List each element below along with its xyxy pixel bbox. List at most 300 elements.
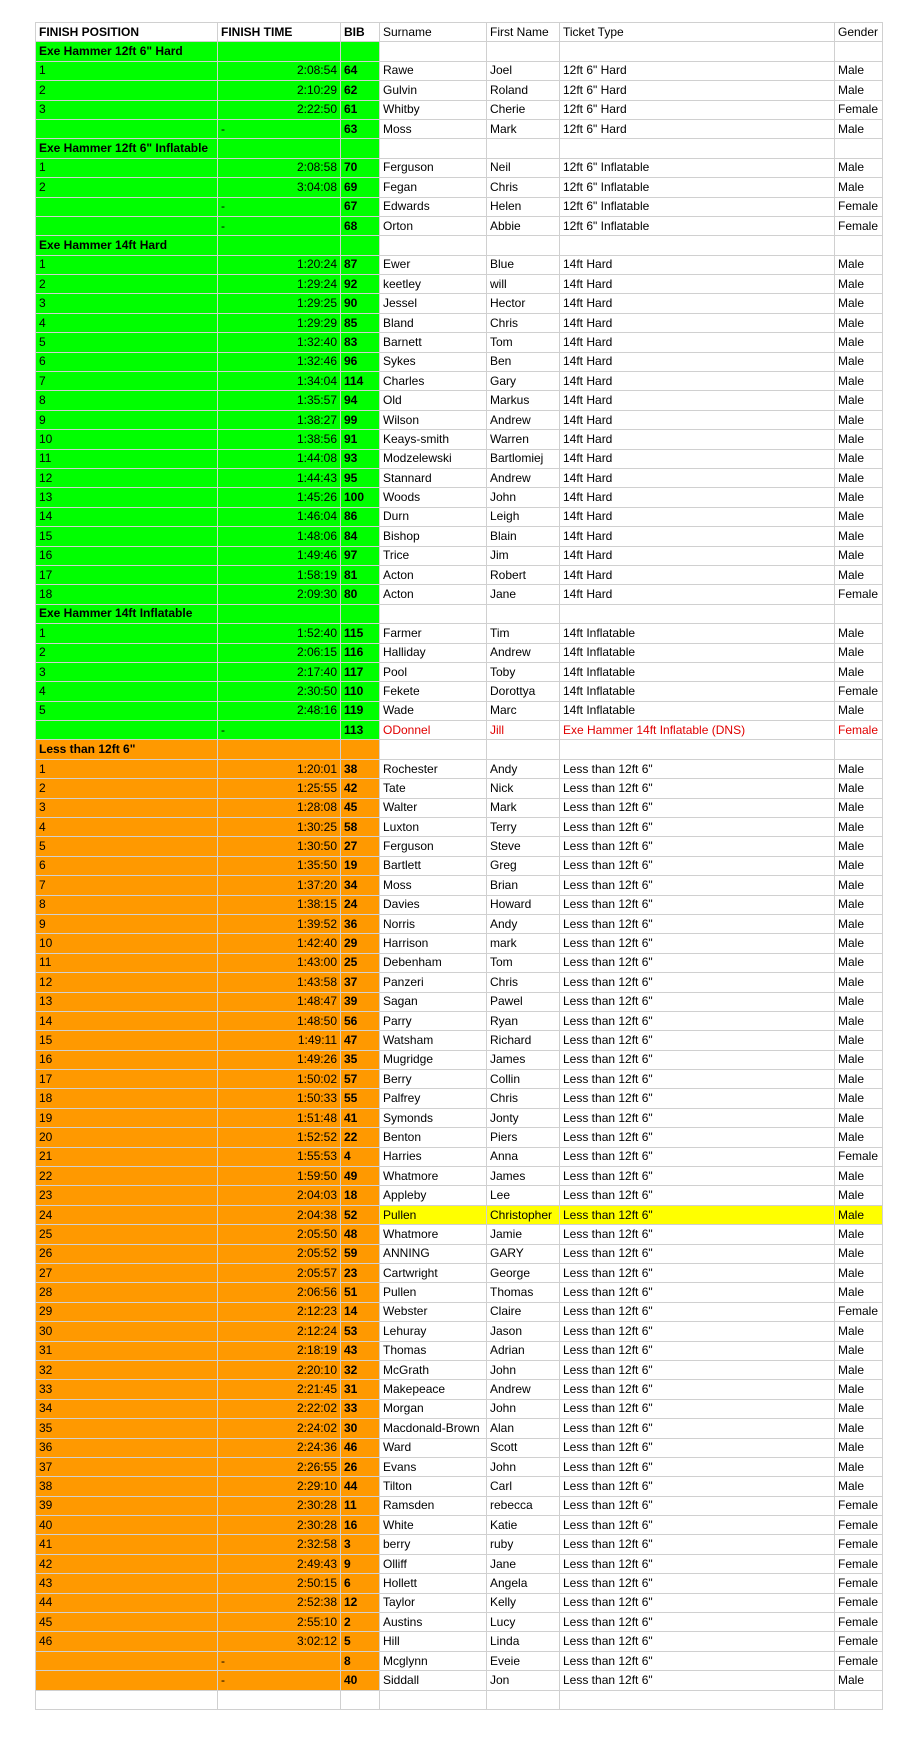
cell-ticket-type[interactable] [560, 139, 835, 158]
cell-finish-time[interactable]: 1:49:11 [218, 1031, 341, 1050]
cell-bib[interactable]: 51 [341, 1283, 380, 1302]
cell-first-name[interactable]: Jason [487, 1322, 560, 1341]
cell-finish-position[interactable]: 18 [36, 585, 218, 604]
cell-finish-time[interactable]: 1:39:52 [218, 914, 341, 933]
cell-surname[interactable]: Modzelewski [380, 449, 487, 468]
cell-finish-time[interactable]: 2:05:57 [218, 1264, 341, 1283]
cell-finish-position[interactable]: 16 [36, 546, 218, 565]
cell-bib[interactable]: 48 [341, 1225, 380, 1244]
cell-gender[interactable]: Male [835, 934, 883, 953]
cell-surname[interactable]: Morgan [380, 1399, 487, 1418]
cell-ticket-type[interactable]: 12ft 6" Inflatable [560, 178, 835, 197]
cell-first-name[interactable]: Terry [487, 818, 560, 837]
cell-bib[interactable]: 115 [341, 624, 380, 643]
cell-gender[interactable]: Male [835, 1167, 883, 1186]
cell-ticket-type[interactable]: 14ft Hard [560, 333, 835, 352]
cell-bib[interactable]: 27 [341, 837, 380, 856]
cell-finish-position[interactable]: 8 [36, 391, 218, 410]
cell-ticket-type[interactable]: Less than 12ft 6" [560, 1574, 835, 1593]
cell-ticket-type[interactable]: Less than 12ft 6" [560, 1011, 835, 1030]
cell-gender[interactable]: Male [835, 449, 883, 468]
cell-first-name[interactable]: Gary [487, 372, 560, 391]
cell-ticket-type[interactable]: 12ft 6" Hard [560, 100, 835, 119]
cell-surname[interactable]: Harries [380, 1147, 487, 1166]
cell-surname[interactable]: Keays-smith [380, 430, 487, 449]
cell-surname[interactable]: Palfrey [380, 1089, 487, 1108]
cell-gender[interactable]: Male [835, 662, 883, 681]
cell-bib[interactable]: 14 [341, 1302, 380, 1321]
cell-surname[interactable]: McGrath [380, 1360, 487, 1379]
cell-bib[interactable]: 91 [341, 430, 380, 449]
cell-first-name[interactable]: Chris [487, 313, 560, 332]
cell-finish-time[interactable]: 1:29:25 [218, 294, 341, 313]
cell-finish-position[interactable]: 3 [36, 798, 218, 817]
cell-gender[interactable]: Male [835, 1322, 883, 1341]
cell-finish-position[interactable]: Less than 12ft 6" [36, 740, 218, 759]
cell-first-name[interactable]: Steve [487, 837, 560, 856]
cell-surname[interactable] [380, 139, 487, 158]
cell-first-name[interactable]: Howard [487, 895, 560, 914]
cell-surname[interactable]: Fekete [380, 682, 487, 701]
cell-finish-time[interactable]: 2:22:02 [218, 1399, 341, 1418]
cell-first-name[interactable]: Ryan [487, 1011, 560, 1030]
cell-finish-position[interactable]: 32 [36, 1360, 218, 1379]
cell-ticket-type[interactable]: 14ft Hard [560, 352, 835, 371]
cell-finish-position[interactable]: 37 [36, 1457, 218, 1476]
cell-bib[interactable] [341, 604, 380, 623]
cell-bib[interactable]: 35 [341, 1050, 380, 1069]
cell-first-name[interactable]: Jane [487, 585, 560, 604]
cell-ticket-type[interactable]: 12ft 6" Hard [560, 119, 835, 138]
cell-finish-time[interactable]: - [218, 197, 341, 216]
cell-first-name[interactable]: Claire [487, 1302, 560, 1321]
cell-surname[interactable]: Sagan [380, 992, 487, 1011]
cell-finish-position[interactable]: 15 [36, 1031, 218, 1050]
cell-finish-time[interactable]: 1:52:40 [218, 624, 341, 643]
cell-surname[interactable]: Ferguson [380, 837, 487, 856]
cell-bib[interactable]: 97 [341, 546, 380, 565]
cell-first-name[interactable]: Toby [487, 662, 560, 681]
cell-ticket-type[interactable]: Less than 12ft 6" [560, 1380, 835, 1399]
header-finish-time[interactable]: FINISH TIME [218, 23, 341, 42]
cell-first-name[interactable]: Greg [487, 856, 560, 875]
cell-first-name[interactable]: Andrew [487, 1380, 560, 1399]
cell-finish-time[interactable]: 1:44:43 [218, 468, 341, 487]
cell-gender[interactable]: Male [835, 430, 883, 449]
cell-surname[interactable]: Gulvin [380, 81, 487, 100]
cell-gender[interactable]: Male [835, 1399, 883, 1418]
cell-first-name[interactable]: Cherie [487, 100, 560, 119]
cell-gender[interactable]: Male [835, 837, 883, 856]
cell-gender[interactable]: Female [835, 1516, 883, 1535]
cell-first-name[interactable]: Bartlomiej [487, 449, 560, 468]
cell-bib[interactable]: 93 [341, 449, 380, 468]
cell-ticket-type[interactable]: 12ft 6" Inflatable [560, 216, 835, 235]
cell-ticket-type[interactable]: 14ft Hard [560, 585, 835, 604]
cell-first-name[interactable]: Carl [487, 1477, 560, 1496]
cell-gender[interactable]: Male [835, 1457, 883, 1476]
cell-finish-position[interactable]: 39 [36, 1496, 218, 1515]
cell-first-name[interactable]: Lucy [487, 1613, 560, 1632]
cell-finish-position[interactable]: 1 [36, 759, 218, 778]
cell-ticket-type[interactable]: Less than 12ft 6" [560, 1516, 835, 1535]
cell-surname[interactable]: Davies [380, 895, 487, 914]
cell-gender[interactable]: Male [835, 759, 883, 778]
cell-surname[interactable]: Moss [380, 119, 487, 138]
cell-surname[interactable]: Ramsden [380, 1496, 487, 1515]
cell-ticket-type[interactable]: 12ft 6" Hard [560, 61, 835, 80]
cell-finish-time[interactable] [218, 236, 341, 255]
cell-first-name[interactable]: Eveie [487, 1651, 560, 1670]
header-bib[interactable]: BIB [341, 23, 380, 42]
cell-gender[interactable]: Female [835, 1302, 883, 1321]
cell-surname[interactable]: berry [380, 1535, 487, 1554]
cell-ticket-type[interactable]: Less than 12ft 6" [560, 759, 835, 778]
cell-finish-position[interactable]: 21 [36, 1147, 218, 1166]
cell-first-name[interactable]: Nick [487, 779, 560, 798]
cell-ticket-type[interactable]: Less than 12ft 6" [560, 1128, 835, 1147]
cell-surname[interactable]: Symonds [380, 1108, 487, 1127]
cell-finish-time[interactable]: 2:24:02 [218, 1419, 341, 1438]
cell-ticket-type[interactable] [560, 236, 835, 255]
cell-bib[interactable]: 69 [341, 178, 380, 197]
cell-finish-position[interactable]: Exe Hammer 12ft 6" Hard [36, 42, 218, 61]
cell-bib[interactable]: 90 [341, 294, 380, 313]
cell-finish-position[interactable]: 3 [36, 294, 218, 313]
cell-finish-position[interactable]: Exe Hammer 14ft Hard [36, 236, 218, 255]
cell-ticket-type[interactable]: 14ft Hard [560, 294, 835, 313]
cell-gender[interactable]: Male [835, 914, 883, 933]
cell-first-name[interactable]: Chris [487, 1089, 560, 1108]
cell-bib[interactable]: 3 [341, 1535, 380, 1554]
cell-ticket-type[interactable]: Less than 12ft 6" [560, 837, 835, 856]
cell-gender[interactable]: Male [835, 624, 883, 643]
cell-surname[interactable]: Olliff [380, 1554, 487, 1573]
cell-ticket-type[interactable]: Less than 12ft 6" [560, 779, 835, 798]
cell-gender[interactable]: Female [835, 721, 883, 740]
cell-bib[interactable] [341, 1690, 380, 1709]
cell-finish-time[interactable] [218, 42, 341, 61]
cell-finish-position[interactable]: 42 [36, 1554, 218, 1573]
cell-ticket-type[interactable]: 12ft 6" Inflatable [560, 197, 835, 216]
cell-finish-time[interactable]: 3:02:12 [218, 1632, 341, 1651]
cell-surname[interactable]: Tate [380, 779, 487, 798]
cell-gender[interactable]: Male [835, 565, 883, 584]
cell-first-name[interactable]: Jill [487, 721, 560, 740]
cell-first-name[interactable]: Mark [487, 798, 560, 817]
cell-bib[interactable]: 64 [341, 61, 380, 80]
cell-bib[interactable]: 22 [341, 1128, 380, 1147]
cell-first-name[interactable]: Jamie [487, 1225, 560, 1244]
cell-ticket-type[interactable]: Exe Hammer 14ft Inflatable (DNS) [560, 721, 835, 740]
cell-finish-position[interactable]: 30 [36, 1322, 218, 1341]
cell-gender[interactable]: Female [835, 1496, 883, 1515]
cell-surname[interactable]: Edwards [380, 197, 487, 216]
cell-surname[interactable]: Evans [380, 1457, 487, 1476]
cell-finish-position[interactable]: 4 [36, 313, 218, 332]
cell-finish-position[interactable]: 28 [36, 1283, 218, 1302]
cell-finish-time[interactable]: 2:30:28 [218, 1496, 341, 1515]
cell-bib[interactable]: 95 [341, 468, 380, 487]
cell-finish-position[interactable] [36, 216, 218, 235]
cell-surname[interactable]: Parry [380, 1011, 487, 1030]
cell-ticket-type[interactable] [560, 740, 835, 759]
cell-bib[interactable]: 34 [341, 876, 380, 895]
cell-gender[interactable]: Male [835, 856, 883, 875]
cell-ticket-type[interactable]: Less than 12ft 6" [560, 1399, 835, 1418]
cell-finish-time[interactable]: 1:44:08 [218, 449, 341, 468]
cell-bib[interactable]: 53 [341, 1322, 380, 1341]
cell-ticket-type[interactable]: Less than 12ft 6" [560, 1535, 835, 1554]
cell-ticket-type[interactable]: Less than 12ft 6" [560, 1671, 835, 1690]
cell-surname[interactable]: Hill [380, 1632, 487, 1651]
cell-first-name[interactable]: Piers [487, 1128, 560, 1147]
cell-ticket-type[interactable]: Less than 12ft 6" [560, 1070, 835, 1089]
cell-gender[interactable]: Male [835, 255, 883, 274]
cell-finish-time[interactable]: 3:04:08 [218, 178, 341, 197]
cell-finish-position[interactable]: 40 [36, 1516, 218, 1535]
cell-finish-time[interactable]: 1:35:57 [218, 391, 341, 410]
cell-ticket-type[interactable]: Less than 12ft 6" [560, 1419, 835, 1438]
cell-finish-position[interactable]: 5 [36, 333, 218, 352]
cell-bib[interactable]: 63 [341, 119, 380, 138]
cell-surname[interactable] [380, 42, 487, 61]
cell-ticket-type[interactable]: 14ft Inflatable [560, 643, 835, 662]
cell-gender[interactable]: Female [835, 1554, 883, 1573]
cell-first-name[interactable]: Tom [487, 953, 560, 972]
cell-bib[interactable]: 47 [341, 1031, 380, 1050]
cell-finish-position[interactable]: 10 [36, 934, 218, 953]
cell-gender[interactable]: Male [835, 992, 883, 1011]
cell-surname[interactable]: Ewer [380, 255, 487, 274]
cell-finish-position[interactable]: 23 [36, 1186, 218, 1205]
cell-bib[interactable]: 83 [341, 333, 380, 352]
cell-bib[interactable] [341, 42, 380, 61]
cell-surname[interactable] [380, 1690, 487, 1709]
cell-first-name[interactable]: Lee [487, 1186, 560, 1205]
cell-ticket-type[interactable]: 14ft Hard [560, 410, 835, 429]
cell-ticket-type[interactable]: 14ft Hard [560, 468, 835, 487]
cell-ticket-type[interactable]: Less than 12ft 6" [560, 1283, 835, 1302]
cell-finish-time[interactable]: - [218, 216, 341, 235]
cell-finish-time[interactable]: 2:30:28 [218, 1516, 341, 1535]
cell-gender[interactable]: Male [835, 313, 883, 332]
cell-surname[interactable]: Pool [380, 662, 487, 681]
cell-first-name[interactable]: mark [487, 934, 560, 953]
cell-finish-position[interactable]: 3 [36, 662, 218, 681]
cell-ticket-type[interactable]: Less than 12ft 6" [560, 1360, 835, 1379]
cell-gender[interactable]: Male [835, 1031, 883, 1050]
header-first-name[interactable]: First Name [487, 23, 560, 42]
cell-bib[interactable]: 8 [341, 1651, 380, 1670]
cell-first-name[interactable]: Alan [487, 1419, 560, 1438]
cell-bib[interactable]: 9 [341, 1554, 380, 1573]
cell-surname[interactable]: Taylor [380, 1593, 487, 1612]
cell-ticket-type[interactable]: 14ft Inflatable [560, 682, 835, 701]
cell-ticket-type[interactable]: 14ft Inflatable [560, 662, 835, 681]
cell-finish-time[interactable]: 1:50:33 [218, 1089, 341, 1108]
cell-finish-time[interactable]: 1:46:04 [218, 507, 341, 526]
cell-first-name[interactable]: Blain [487, 527, 560, 546]
cell-ticket-type[interactable]: 14ft Hard [560, 275, 835, 294]
cell-first-name[interactable]: Linda [487, 1632, 560, 1651]
cell-gender[interactable]: Male [835, 643, 883, 662]
cell-surname[interactable]: Mcglynn [380, 1651, 487, 1670]
cell-bib[interactable]: 86 [341, 507, 380, 526]
cell-finish-time[interactable]: 2:20:10 [218, 1360, 341, 1379]
cell-ticket-type[interactable]: Less than 12ft 6" [560, 856, 835, 875]
cell-finish-position[interactable]: 19 [36, 1108, 218, 1127]
cell-finish-time[interactable]: 2:08:54 [218, 61, 341, 80]
cell-finish-time[interactable]: 1:28:08 [218, 798, 341, 817]
cell-gender[interactable]: Male [835, 410, 883, 429]
cell-bib[interactable]: 59 [341, 1244, 380, 1263]
cell-gender[interactable] [835, 604, 883, 623]
cell-finish-position[interactable]: Exe Hammer 14ft Inflatable [36, 604, 218, 623]
cell-surname[interactable]: Durn [380, 507, 487, 526]
cell-bib[interactable]: 38 [341, 759, 380, 778]
cell-surname[interactable]: Bartlett [380, 856, 487, 875]
cell-surname[interactable] [380, 740, 487, 759]
cell-bib[interactable]: 40 [341, 1671, 380, 1690]
cell-bib[interactable]: 44 [341, 1477, 380, 1496]
cell-finish-position[interactable]: 24 [36, 1205, 218, 1224]
cell-finish-time[interactable]: 2:04:38 [218, 1205, 341, 1224]
cell-bib[interactable]: 119 [341, 701, 380, 720]
cell-surname[interactable]: Watsham [380, 1031, 487, 1050]
cell-ticket-type[interactable]: Less than 12ft 6" [560, 1264, 835, 1283]
cell-finish-position[interactable] [36, 721, 218, 740]
cell-gender[interactable]: Female [835, 100, 883, 119]
cell-gender[interactable] [835, 740, 883, 759]
cell-gender[interactable] [835, 42, 883, 61]
cell-first-name[interactable]: Scott [487, 1438, 560, 1457]
cell-finish-time[interactable]: 2:32:58 [218, 1535, 341, 1554]
cell-surname[interactable]: Benton [380, 1128, 487, 1147]
cell-gender[interactable]: Male [835, 953, 883, 972]
cell-bib[interactable] [341, 139, 380, 158]
cell-finish-time[interactable]: 1:43:00 [218, 953, 341, 972]
cell-finish-time[interactable]: 2:10:29 [218, 81, 341, 100]
cell-finish-position[interactable]: 1 [36, 61, 218, 80]
cell-surname[interactable]: Whatmore [380, 1167, 487, 1186]
cell-gender[interactable]: Male [835, 158, 883, 177]
cell-ticket-type[interactable]: 14ft Hard [560, 372, 835, 391]
cell-finish-position[interactable]: 18 [36, 1089, 218, 1108]
cell-bib[interactable]: 85 [341, 313, 380, 332]
cell-gender[interactable]: Male [835, 1128, 883, 1147]
cell-first-name[interactable]: Mark [487, 119, 560, 138]
cell-surname[interactable]: Walter [380, 798, 487, 817]
cell-ticket-type[interactable]: 14ft Hard [560, 527, 835, 546]
cell-finish-time[interactable]: 1:48:06 [218, 527, 341, 546]
cell-surname[interactable]: Halliday [380, 643, 487, 662]
cell-ticket-type[interactable]: 14ft Hard [560, 449, 835, 468]
cell-ticket-type[interactable]: Less than 12ft 6" [560, 1031, 835, 1050]
cell-bib[interactable]: 67 [341, 197, 380, 216]
cell-bib[interactable]: 16 [341, 1516, 380, 1535]
cell-bib[interactable]: 12 [341, 1593, 380, 1612]
cell-first-name[interactable] [487, 236, 560, 255]
cell-finish-time[interactable]: 2:55:10 [218, 1613, 341, 1632]
cell-surname[interactable]: Siddall [380, 1671, 487, 1690]
cell-first-name[interactable]: Jane [487, 1554, 560, 1573]
cell-ticket-type[interactable] [560, 1690, 835, 1709]
cell-surname[interactable]: Jessel [380, 294, 487, 313]
cell-ticket-type[interactable]: 12ft 6" Inflatable [560, 158, 835, 177]
cell-finish-position[interactable]: 5 [36, 701, 218, 720]
cell-gender[interactable]: Female [835, 1535, 883, 1554]
cell-finish-time[interactable]: 1:34:04 [218, 372, 341, 391]
cell-ticket-type[interactable]: Less than 12ft 6" [560, 1225, 835, 1244]
cell-ticket-type[interactable]: Less than 12ft 6" [560, 818, 835, 837]
cell-bib[interactable]: 11 [341, 1496, 380, 1515]
cell-first-name[interactable]: John [487, 488, 560, 507]
cell-first-name[interactable]: Roland [487, 81, 560, 100]
cell-finish-time[interactable]: 1:43:58 [218, 973, 341, 992]
cell-gender[interactable]: Male [835, 1477, 883, 1496]
cell-gender[interactable]: Male [835, 1011, 883, 1030]
cell-ticket-type[interactable]: Less than 12ft 6" [560, 798, 835, 817]
cell-bib[interactable] [341, 236, 380, 255]
cell-bib[interactable]: 45 [341, 798, 380, 817]
cell-ticket-type[interactable]: Less than 12ft 6" [560, 973, 835, 992]
cell-gender[interactable]: Male [835, 1244, 883, 1263]
cell-gender[interactable]: Male [835, 973, 883, 992]
cell-gender[interactable] [835, 1690, 883, 1709]
cell-bib[interactable]: 114 [341, 372, 380, 391]
cell-finish-position[interactable]: 4 [36, 682, 218, 701]
cell-surname[interactable]: keetley [380, 275, 487, 294]
cell-surname[interactable]: Macdonald-Brown [380, 1419, 487, 1438]
cell-surname[interactable]: Acton [380, 585, 487, 604]
cell-finish-position[interactable]: 5 [36, 837, 218, 856]
cell-first-name[interactable]: Adrian [487, 1341, 560, 1360]
cell-ticket-type[interactable]: 14ft Hard [560, 313, 835, 332]
cell-bib[interactable]: 23 [341, 1264, 380, 1283]
cell-gender[interactable]: Male [835, 294, 883, 313]
cell-finish-position[interactable]: 29 [36, 1302, 218, 1321]
cell-ticket-type[interactable]: 14ft Hard [560, 488, 835, 507]
cell-first-name[interactable]: Chris [487, 973, 560, 992]
cell-bib[interactable]: 87 [341, 255, 380, 274]
cell-finish-position[interactable]: 45 [36, 1613, 218, 1632]
cell-finish-time[interactable]: 2:48:16 [218, 701, 341, 720]
cell-bib[interactable]: 2 [341, 1613, 380, 1632]
cell-bib[interactable]: 55 [341, 1089, 380, 1108]
cell-finish-time[interactable]: 1:38:15 [218, 895, 341, 914]
cell-first-name[interactable]: Dorottya [487, 682, 560, 701]
cell-finish-position[interactable]: 13 [36, 488, 218, 507]
cell-first-name[interactable]: Neil [487, 158, 560, 177]
cell-gender[interactable]: Male [835, 527, 883, 546]
cell-first-name[interactable]: James [487, 1167, 560, 1186]
cell-ticket-type[interactable]: Less than 12ft 6" [560, 1341, 835, 1360]
cell-bib[interactable]: 19 [341, 856, 380, 875]
cell-first-name[interactable]: George [487, 1264, 560, 1283]
cell-finish-time[interactable]: 2:09:30 [218, 585, 341, 604]
cell-finish-position[interactable]: 31 [36, 1341, 218, 1360]
cell-surname[interactable]: Whatmore [380, 1225, 487, 1244]
cell-bib[interactable]: 39 [341, 992, 380, 1011]
cell-gender[interactable]: Male [835, 468, 883, 487]
cell-ticket-type[interactable]: 14ft Inflatable [560, 701, 835, 720]
cell-first-name[interactable]: Pawel [487, 992, 560, 1011]
cell-gender[interactable]: Female [835, 1632, 883, 1651]
cell-surname[interactable]: Orton [380, 216, 487, 235]
cell-bib[interactable]: 68 [341, 216, 380, 235]
cell-first-name[interactable]: Christopher [487, 1205, 560, 1224]
